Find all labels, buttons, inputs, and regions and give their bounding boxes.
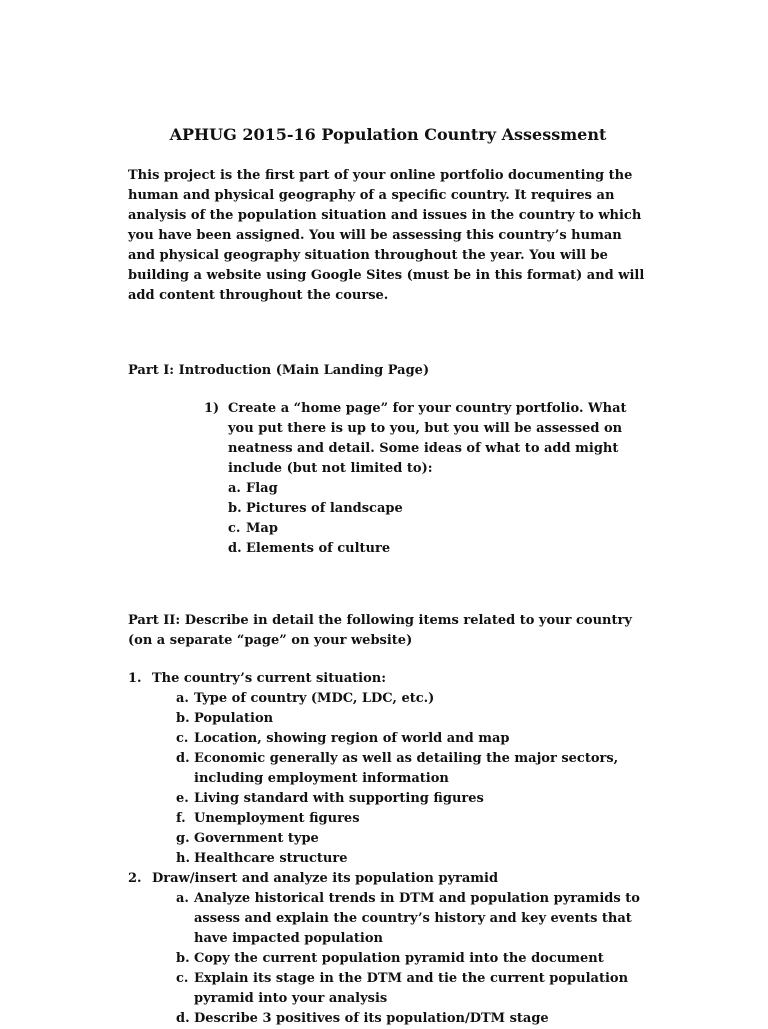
list-item [176, 689, 648, 709]
part2-item-1 [128, 669, 648, 869]
part2-list [128, 669, 648, 1029]
part1-heading: Part I: Introduction (Main Landing Page) [128, 363, 430, 378]
list-item [176, 889, 648, 949]
list-letter: a. [176, 691, 189, 706]
part1-item-1 [204, 399, 648, 559]
list-letter: c. [176, 731, 189, 746]
list-item-text: Economic generally as well as detailing the major sectors, including employment information [194, 751, 619, 786]
list-item-text: Living standard with supporting figures [194, 791, 484, 806]
list-item-text: Location, showing region of world and map [194, 731, 510, 746]
part2-item-2-text: Draw/insert and analyze its population pyramid [152, 871, 499, 886]
list-item-text: Healthcare structure [194, 851, 348, 866]
list-item-text: Government type [194, 831, 319, 846]
part1-list [204, 399, 648, 559]
list-letter: a. [176, 891, 189, 906]
list-item-text: Unemployment figures [194, 811, 360, 826]
list-letter: c. [228, 521, 241, 536]
list-item [228, 479, 648, 499]
list-item-text: Population [194, 711, 274, 726]
list-item-text: Flag [246, 481, 278, 496]
list-letter: b. [228, 501, 242, 516]
list-item [176, 829, 648, 849]
part2-item-1-text: The country’s current situation: [152, 671, 386, 686]
part2-item-1-sublist [176, 689, 648, 869]
list-letter: f. [176, 811, 186, 826]
list-number: 1. [128, 671, 142, 686]
list-item-text: Elements of culture [246, 541, 391, 556]
list-letter: d. [176, 751, 190, 766]
part2-item-2-sublist [176, 889, 648, 1029]
list-number: 2. [128, 871, 142, 886]
list-item-text: Explain its stage in the DTM and tie the current population pyramid into your analysis [194, 971, 629, 1006]
list-item-text: Copy the current population pyramid into the document [194, 951, 604, 966]
list-number: 1) [204, 401, 220, 416]
document-title: APHUG 2015-16 Population Country Assessment [169, 125, 607, 144]
list-item [176, 949, 648, 969]
part2-item-2 [128, 869, 648, 1029]
list-letter: d. [176, 1011, 190, 1026]
part2-heading: Part II: Describe in detail the following items related to your country (on a separate “page” on your website) [128, 613, 632, 648]
document-content [128, 124, 648, 1029]
list-item-text: Map [246, 521, 278, 536]
list-item [176, 849, 648, 869]
list-item [176, 1009, 648, 1029]
list-letter: b. [176, 711, 190, 726]
list-item-text: Type of country (MDC, LDC, etc.) [194, 691, 435, 706]
list-letter: b. [176, 951, 190, 966]
list-item-text: Analyze historical trends in DTM and population pyramids to assess and explain the country’s history and key events that have impacted population [194, 891, 640, 946]
list-item [176, 749, 648, 789]
list-letter: h. [176, 851, 190, 866]
list-item [176, 809, 648, 829]
list-item [228, 499, 648, 519]
list-letter: d. [228, 541, 242, 556]
part1-item-1-text: Create a “home page” for your country portfolio. What you put there is up to you, but you will be assessed on neatness and detail. Some ideas of what to add might include (but not limited to): [228, 401, 627, 476]
list-letter: g. [176, 831, 190, 846]
list-item [228, 519, 648, 539]
list-item [176, 729, 648, 749]
list-letter: c. [176, 971, 189, 986]
list-item-text: Pictures of landscape [246, 501, 403, 516]
part1-sublist [228, 479, 648, 559]
list-item [176, 789, 648, 809]
list-item [228, 539, 648, 559]
list-item [176, 969, 648, 1009]
list-item [176, 709, 648, 729]
list-item-text: Describe 3 positives of its population/DTM stage [194, 1011, 549, 1026]
list-letter: a. [228, 481, 241, 496]
intro-paragraph: This project is the first part of your online portfolio documenting the human and physical geography of a specific country. It requires an analysis of the population situation and issues in the country to which you have been assigned. You will be assessing this country’s human and physical geography situation throughout the year. You will be building a website using Google Sites (must be in this format) and will add content throughout the course. [128, 168, 645, 303]
list-letter: e. [176, 791, 189, 806]
